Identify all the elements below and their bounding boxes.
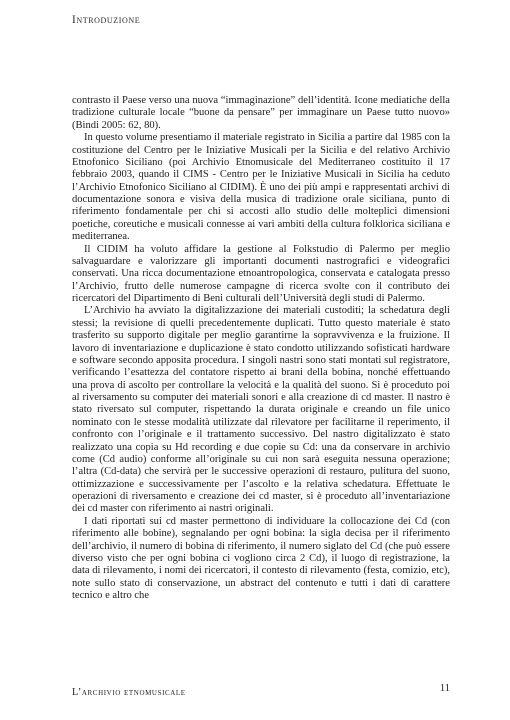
- paragraph: I dati riportati sui cd master permettono di individuare la collocazione dei Cd (con riferimento alle bobine), segnalando per ogni bobina: la sigla decisa per il riferimento dell’archivio, il numero di bobina di riferimento, il numero siglato del Cd (che può essere diverso visto che per ogni bobina ci vogliono circa 2 Cd), il luogo di registrazione, la data di rilevamento, i nomi dei ricercatori, il contesto di rilevamento (festa, comizio, etc), note sullo stato di conservazione, un abstract del contenuto e tutti i dati di carattere tecnico e altro che: [72, 515, 450, 601]
- body-text: [72, 95, 450, 602]
- paragraph: L’Archivio ha avviato la digitalizzazione dei materiali custoditi; la schedatura degli stessi; la revisione di quelli precedentemente duplicati. Tutto questo materiale è stato trasferito su supporto digitale per meglio garantirne la sopravvivenza e la fruizione. Il lavoro di inventariazione e duplicazione è stato condotto utilizzando sofisticati hardware e software secondo apposita procedura. I singoli nastri sono stati montati sul registratore, verificando l’esattezza del contatore rispetto ai brani della bobina, nonché effettuando una prova di ascolto per controllare la velocità e la qualità del suono. Si è proceduto poi al riversamento su computer dei materiali sonori e alla creazione di cd master. Il nastro è stato riversato sul computer, rispettando la durata originale e creando un file unico nominato con le stesse modalità utilizzate dal rilevatore per facilitarne il reperimento, il confronto con l’originale e il trattamento successivo. Del nastro digitalizzato è stato realizzato una copia su Hd recording e due copie su Cd: una da conservare in archivio come (Cd audio) conforme all’originale su cui non sarà eseguita nessuna operazione; l’altra (Cd-data) che servirà per le successive operazioni di restauro, pulitura del suono, ottimizzazione e successivamente per l’ascolto e la relativa schedatura. Effettuate le operazioni di riversamento e creazione dei cd master, si è proceduto all’inventariazione dei cd master con riferimento ai nastri originali.: [72, 305, 450, 515]
- running-header: Introduzione: [72, 14, 141, 26]
- paragraph: contrasto il Paese verso una nuova “immaginazione” dell’identità. Icone mediatiche della tradizione culturale locale “buone da pensare” per immaginare un Paese tutto nuovo» (Bindi 2005: 62, 80).: [72, 95, 450, 131]
- page-number: 11: [439, 683, 450, 694]
- paragraph: Il CIDIM ha voluto affidare la gestione al Folkstudio di Palermo per meglio salvaguardare e valorizzare gli importanti documenti nastrografici e videografici conservati. Una ricca documentazione etnoantropologica, conservata e catalogata presso l’Archivio, frutto delle numerose campagne di ricerca svolte con il contributo dei ricercatori del Dipartimento di Beni culturali dell’Università degli studi di Palermo.: [72, 243, 450, 304]
- paragraph: In questo volume presentiamo il materiale registrato in Sicilia a partire dal 1985 con la costituzione del Centro per le Iniziative Musicali per la Sicilia e del relativo Archivio Etnofonico Siciliano (poi Archivio Etnomusicale del Mediterraneo costituito il 17 febbraio 2003, quando il CIMS - Centro per le Iniziative Musicali in Sicilia ha ceduto l’Archivio Etnofonico Siciliano al CIDIM). È uno dei più ampi e rappresentati archivi di documentazione sonora e visiva della musica di tradizione orale siciliana, punto di riferimento fondamentale per chi si accosti allo studio delle molteplici dimensioni poetiche, coreutiche e musicali connesse ai vari ambiti della cultura folklorica siciliana e mediterranea.: [72, 132, 450, 243]
- running-footer: L’archivio etnomusicale: [72, 687, 186, 698]
